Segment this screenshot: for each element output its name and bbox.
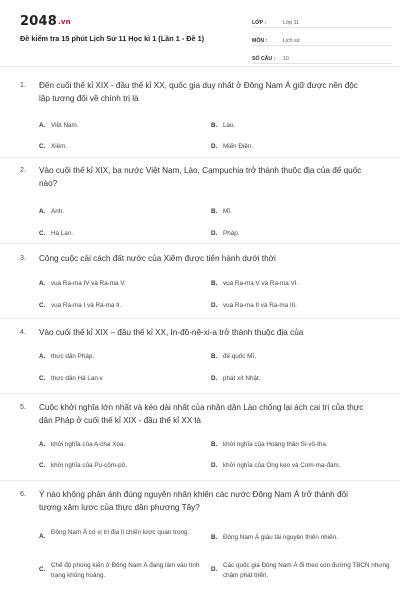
option-text: khởi nghĩa của Hoàng thân Si-vô-tha. [223, 441, 328, 448]
option-letter: D. [211, 143, 218, 150]
option-letter: B. [211, 353, 218, 360]
question-divider [0, 480, 400, 481]
question-number: 3. [20, 255, 26, 262]
meta-key-subject: MÔN : [252, 38, 268, 44]
option-d[interactable] [211, 374, 393, 384]
option-text: Miến Điện. [223, 143, 254, 150]
option-text: Anh. [51, 208, 64, 215]
option-text: Các quốc gia Đông Nam Á đi theo con đường TBCN nhưng chậm phát triển. [223, 562, 390, 579]
option-letter: A. [39, 280, 46, 287]
option-letter: A. [39, 441, 46, 448]
option-text: Mĩ. [223, 208, 232, 215]
option-b[interactable] [211, 440, 393, 450]
question-divider [0, 243, 400, 244]
question-number: 2. [20, 167, 26, 174]
logo-main: 2048 [20, 14, 57, 29]
option-letter: C. [39, 230, 46, 237]
option-letter: B. [211, 441, 218, 448]
option-b[interactable] [211, 352, 393, 362]
question-divider [0, 318, 400, 319]
question-number: 5. [20, 404, 26, 411]
logo-suffix: .vn [57, 18, 71, 26]
exam-header [0, 0, 400, 67]
option-b[interactable] [211, 279, 393, 289]
question-text: Vào cuối thế kỉ XIX – đầu thế kỉ XX, In-đô-nê-xi-a trở thành thuộc địa của [39, 328, 304, 337]
meta-row-subject [252, 32, 392, 46]
option-text: vua Ra-ma II và Ra-ma III. [223, 302, 297, 309]
option-letter: C. [39, 375, 46, 382]
option-c[interactable] [39, 561, 209, 580]
option-b[interactable] [211, 533, 393, 543]
option-letter: C. [39, 143, 46, 150]
option-d[interactable] [211, 229, 393, 239]
option-letter: D. [211, 462, 218, 469]
option-text: Xiêm. [51, 143, 68, 150]
option-a[interactable] [39, 440, 209, 450]
option-letter: B. [211, 534, 218, 541]
question-text: Đến cuối thế kỉ XIX - đầu thế kỉ XX, quốc gia duy nhất ở Đông Nam Á giữ được nền độc lập tương đối về chính trị là [39, 81, 358, 103]
option-b[interactable] [211, 121, 393, 131]
question-text: Cuộc khởi nghĩa lớn nhất và kéo dài nhất của nhân dân Lào chống lại ách cai trị của thực dân Pháp ở cuối thế kỉ XIX - đầu thế kỉ XX là [39, 403, 364, 425]
option-letter: C. [39, 566, 46, 573]
meta-key-count: SỐ CÂU : [252, 56, 276, 62]
option-d[interactable] [211, 461, 393, 471]
option-letter: A. [39, 122, 46, 129]
option-letter: D. [211, 566, 218, 573]
option-text: đế quốc Mĩ. [223, 353, 256, 360]
question-text: Công cuộc cải cách đất nước của Xiêm được tiến hành dưới thời [39, 254, 276, 263]
option-c[interactable] [39, 374, 209, 384]
option-text: vua Ra-ma I và Ra-ma II. [51, 302, 122, 309]
exam-title: Đề kiểm tra 15 phút Lịch Sử 11 Học kì 1 (Lần 1 - Đề 1) [20, 34, 205, 43]
option-letter: D. [211, 230, 218, 237]
meta-row-count [252, 50, 392, 64]
option-text: khởi nghĩa của Pu-côm-pô. [51, 462, 127, 469]
option-letter: B. [211, 122, 218, 129]
option-a[interactable] [39, 121, 209, 131]
option-text: Pháp. [223, 230, 240, 237]
option-a[interactable] [39, 279, 209, 289]
option-text: Hà Lan. [51, 230, 74, 237]
option-letter: C. [39, 462, 46, 469]
question-divider [0, 393, 400, 394]
option-b[interactable] [211, 207, 393, 217]
option-a[interactable] [39, 207, 209, 217]
option-d[interactable] [211, 561, 393, 580]
option-d[interactable] [211, 142, 393, 152]
option-c[interactable] [39, 229, 209, 239]
question-divider [0, 157, 400, 158]
option-letter: D. [211, 302, 218, 309]
option-letter: A. [39, 353, 46, 360]
option-c[interactable] [39, 301, 209, 311]
option-text: thực dân Hà Lan.v [51, 375, 103, 382]
question-number: 4. [20, 329, 26, 336]
option-text: vua Ra-ma IV và Ra-ma V. [51, 280, 126, 287]
option-text: Đông Nam Á giàu tài nguyên thiên nhiên. [223, 534, 338, 541]
meta-value-subject: Lịch sử [283, 38, 301, 44]
meta-value-class: Lớp 11 [283, 20, 299, 26]
option-text: Lào. [223, 122, 236, 129]
option-d[interactable] [211, 301, 393, 311]
meta-value-count: 10 [283, 56, 289, 62]
option-letter: D. [211, 375, 218, 382]
option-text: khởi nghĩa của Ong kẹo và Com-ma-đam. [223, 462, 341, 469]
option-c[interactable] [39, 461, 209, 471]
option-c[interactable] [39, 142, 209, 152]
option-text: phát xít Nhật. [223, 375, 261, 382]
option-text: vua Ra-ma V và Ra-ma VI. [223, 280, 299, 287]
option-a[interactable] [39, 352, 209, 362]
option-letter: A. [39, 208, 46, 215]
option-text: Đông Nam Á có vị trí địa lí chiến lược quan trọng. [51, 529, 190, 536]
exam-meta [252, 14, 392, 68]
option-text: Việt Nam. [51, 122, 79, 129]
option-a[interactable] [39, 528, 209, 540]
site-logo[interactable] [20, 14, 71, 29]
meta-key-class: LỚP : [252, 20, 267, 26]
option-letter: B. [211, 280, 218, 287]
option-letter: A. [39, 533, 46, 540]
question-text: Ý nào không phản ánh đúng nguyên nhân khiến các nước Đông Nam Á trở thành đối tượng xâm lược của thực dân phương Tây? [39, 490, 348, 512]
question-text: Vào cuối thế kỉ XIX, ba nước Việt Nam, Lào, Campuchia trở thành thuộc địa của đế quốc nào? [39, 166, 362, 188]
option-text: thực dân Pháp. [51, 353, 95, 360]
option-letter: B. [211, 208, 218, 215]
meta-row-class [252, 14, 392, 28]
question-number: 1. [20, 82, 26, 89]
question-number: 6. [20, 491, 26, 498]
option-text: khởi nghĩa của A-cha Xoa. [51, 441, 126, 448]
option-letter: C. [39, 302, 46, 309]
option-text: Chế độ phong kiến ở Đông Nam Á đang lâm vào tình trạng khủng hoảng. [51, 562, 200, 579]
